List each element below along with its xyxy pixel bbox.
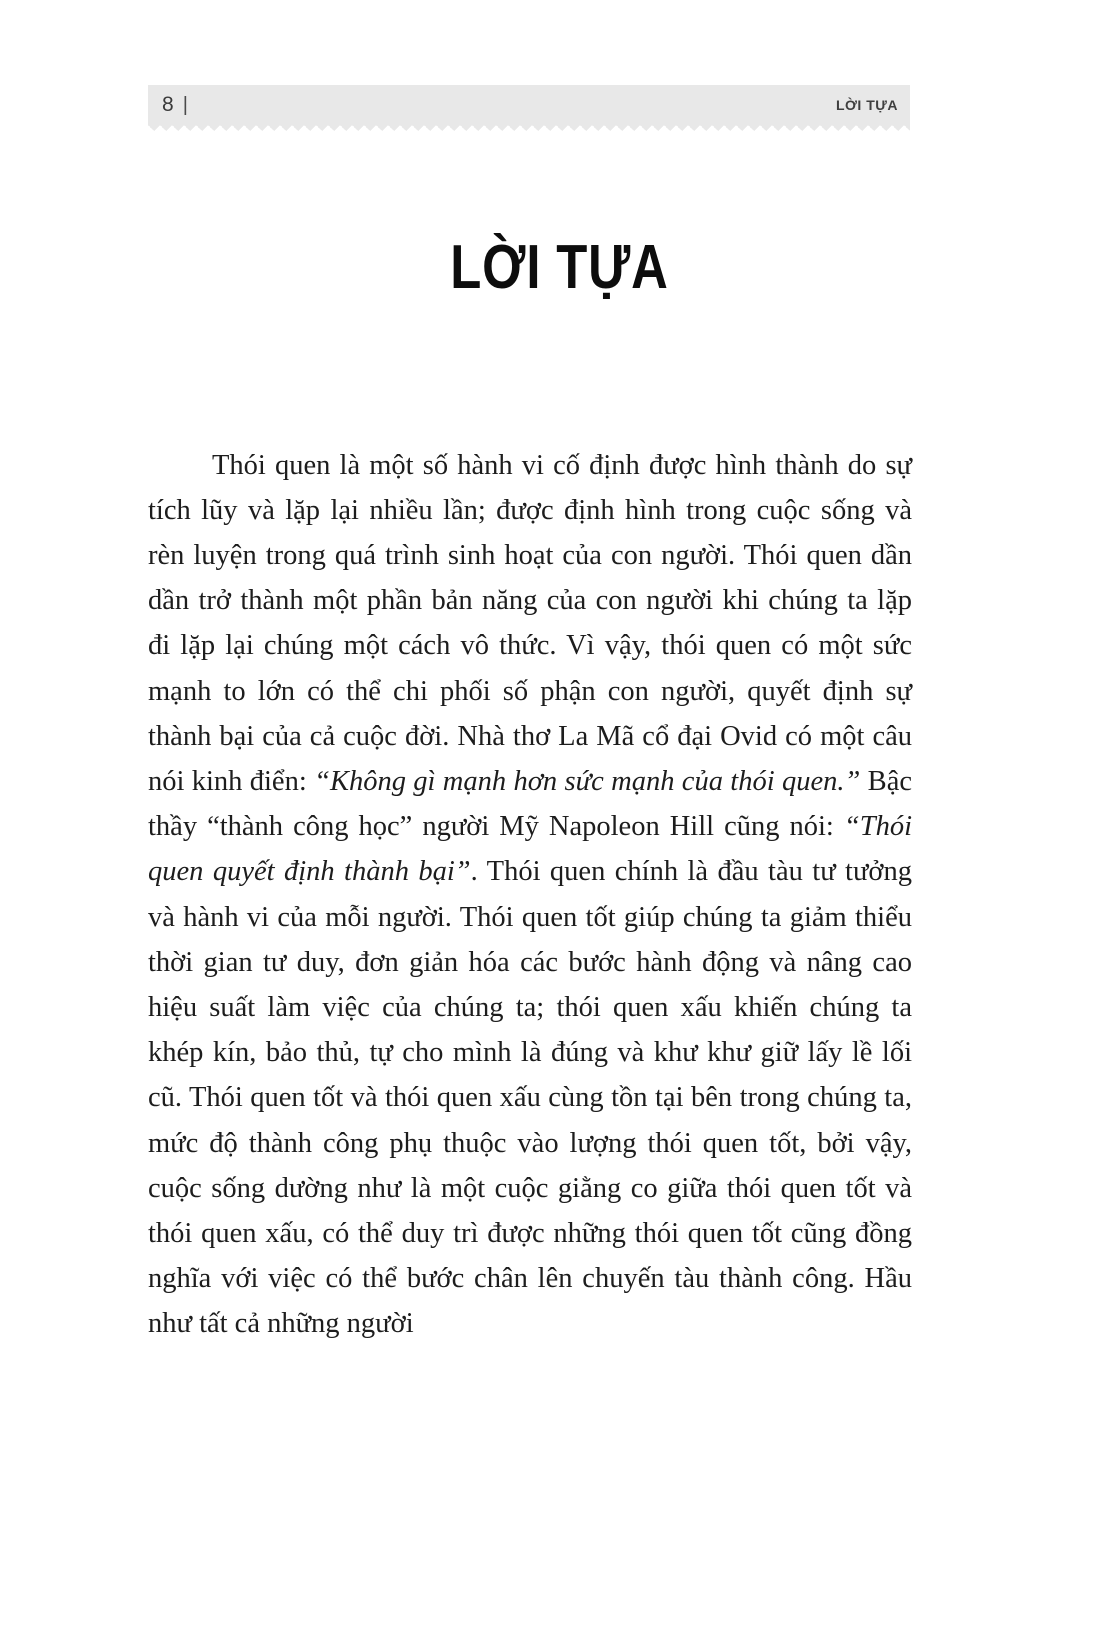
paragraph-quote-hill: “Thói quen quyết định thành bại” [148, 811, 912, 888]
body-paragraph [148, 443, 912, 1347]
chapter-title: LỜI TỰA [450, 233, 669, 302]
paragraph-segment: Bậc thầy “thành công học” người Mỹ Napoleon Hill cũng nói: [148, 765, 912, 843]
running-header-band [148, 85, 910, 125]
sawtooth-edge [148, 125, 910, 131]
running-header [148, 85, 910, 131]
paragraph-segment: Thói quen là một số hành vi cố định được hình thành do sự tích lũy và lặp lại nhiều lần; được định hình trong cuộc sống và rèn luyện trong quá trình sinh hoạt của con người. Thói quen dần dần trở thành một phần bản năng của con người khi chúng ta lặp đi lặp lại chúng một cách vô thức. Vì vậy, thói quen có một sức mạnh to lớn có thể chi phối số phận con người, quyết định sự thành bại của cả cuộc đời. Nhà thơ La Mã cổ đại Ovid có một câu nói kinh điển: [148, 449, 912, 797]
page-number-value: 8 [162, 93, 174, 116]
page-number-separator: | [182, 93, 188, 116]
running-title: LỜI TỰA [835, 97, 898, 113]
paragraph-segment: . Thói quen chính là đầu tàu tư tưởng và hành vi của mỗi người. Thói quen tốt giúp chúng ta giảm thiểu thời gian tư duy, đơn giản hóa các bước hành động và nâng cao hiệu suất làm việc của chúng ta; thói quen xấu khiến chúng ta khép kín, bảo thủ, tự cho mình là đúng và khư khư giữ lấy lề lối cũ. Thói quen tốt và thói quen xấu cùng tồn tại bên trong chúng ta, mức độ thành công phụ thuộc vào lượng thói quen tốt, bởi vậy, cuộc sống dường như là một cuộc giằng co giữa thói quen tốt và thói quen xấu, có thể duy trì được những thói quen tốt cũng đồng nghĩa với việc có thể bước chân lên chuyến tàu thành công. Hầu như tất cả những người [148, 856, 912, 1340]
page-number [162, 93, 188, 117]
paragraph-quote-ovid: “Không gì mạnh hơn sức mạnh của thói quen.” [314, 765, 861, 797]
